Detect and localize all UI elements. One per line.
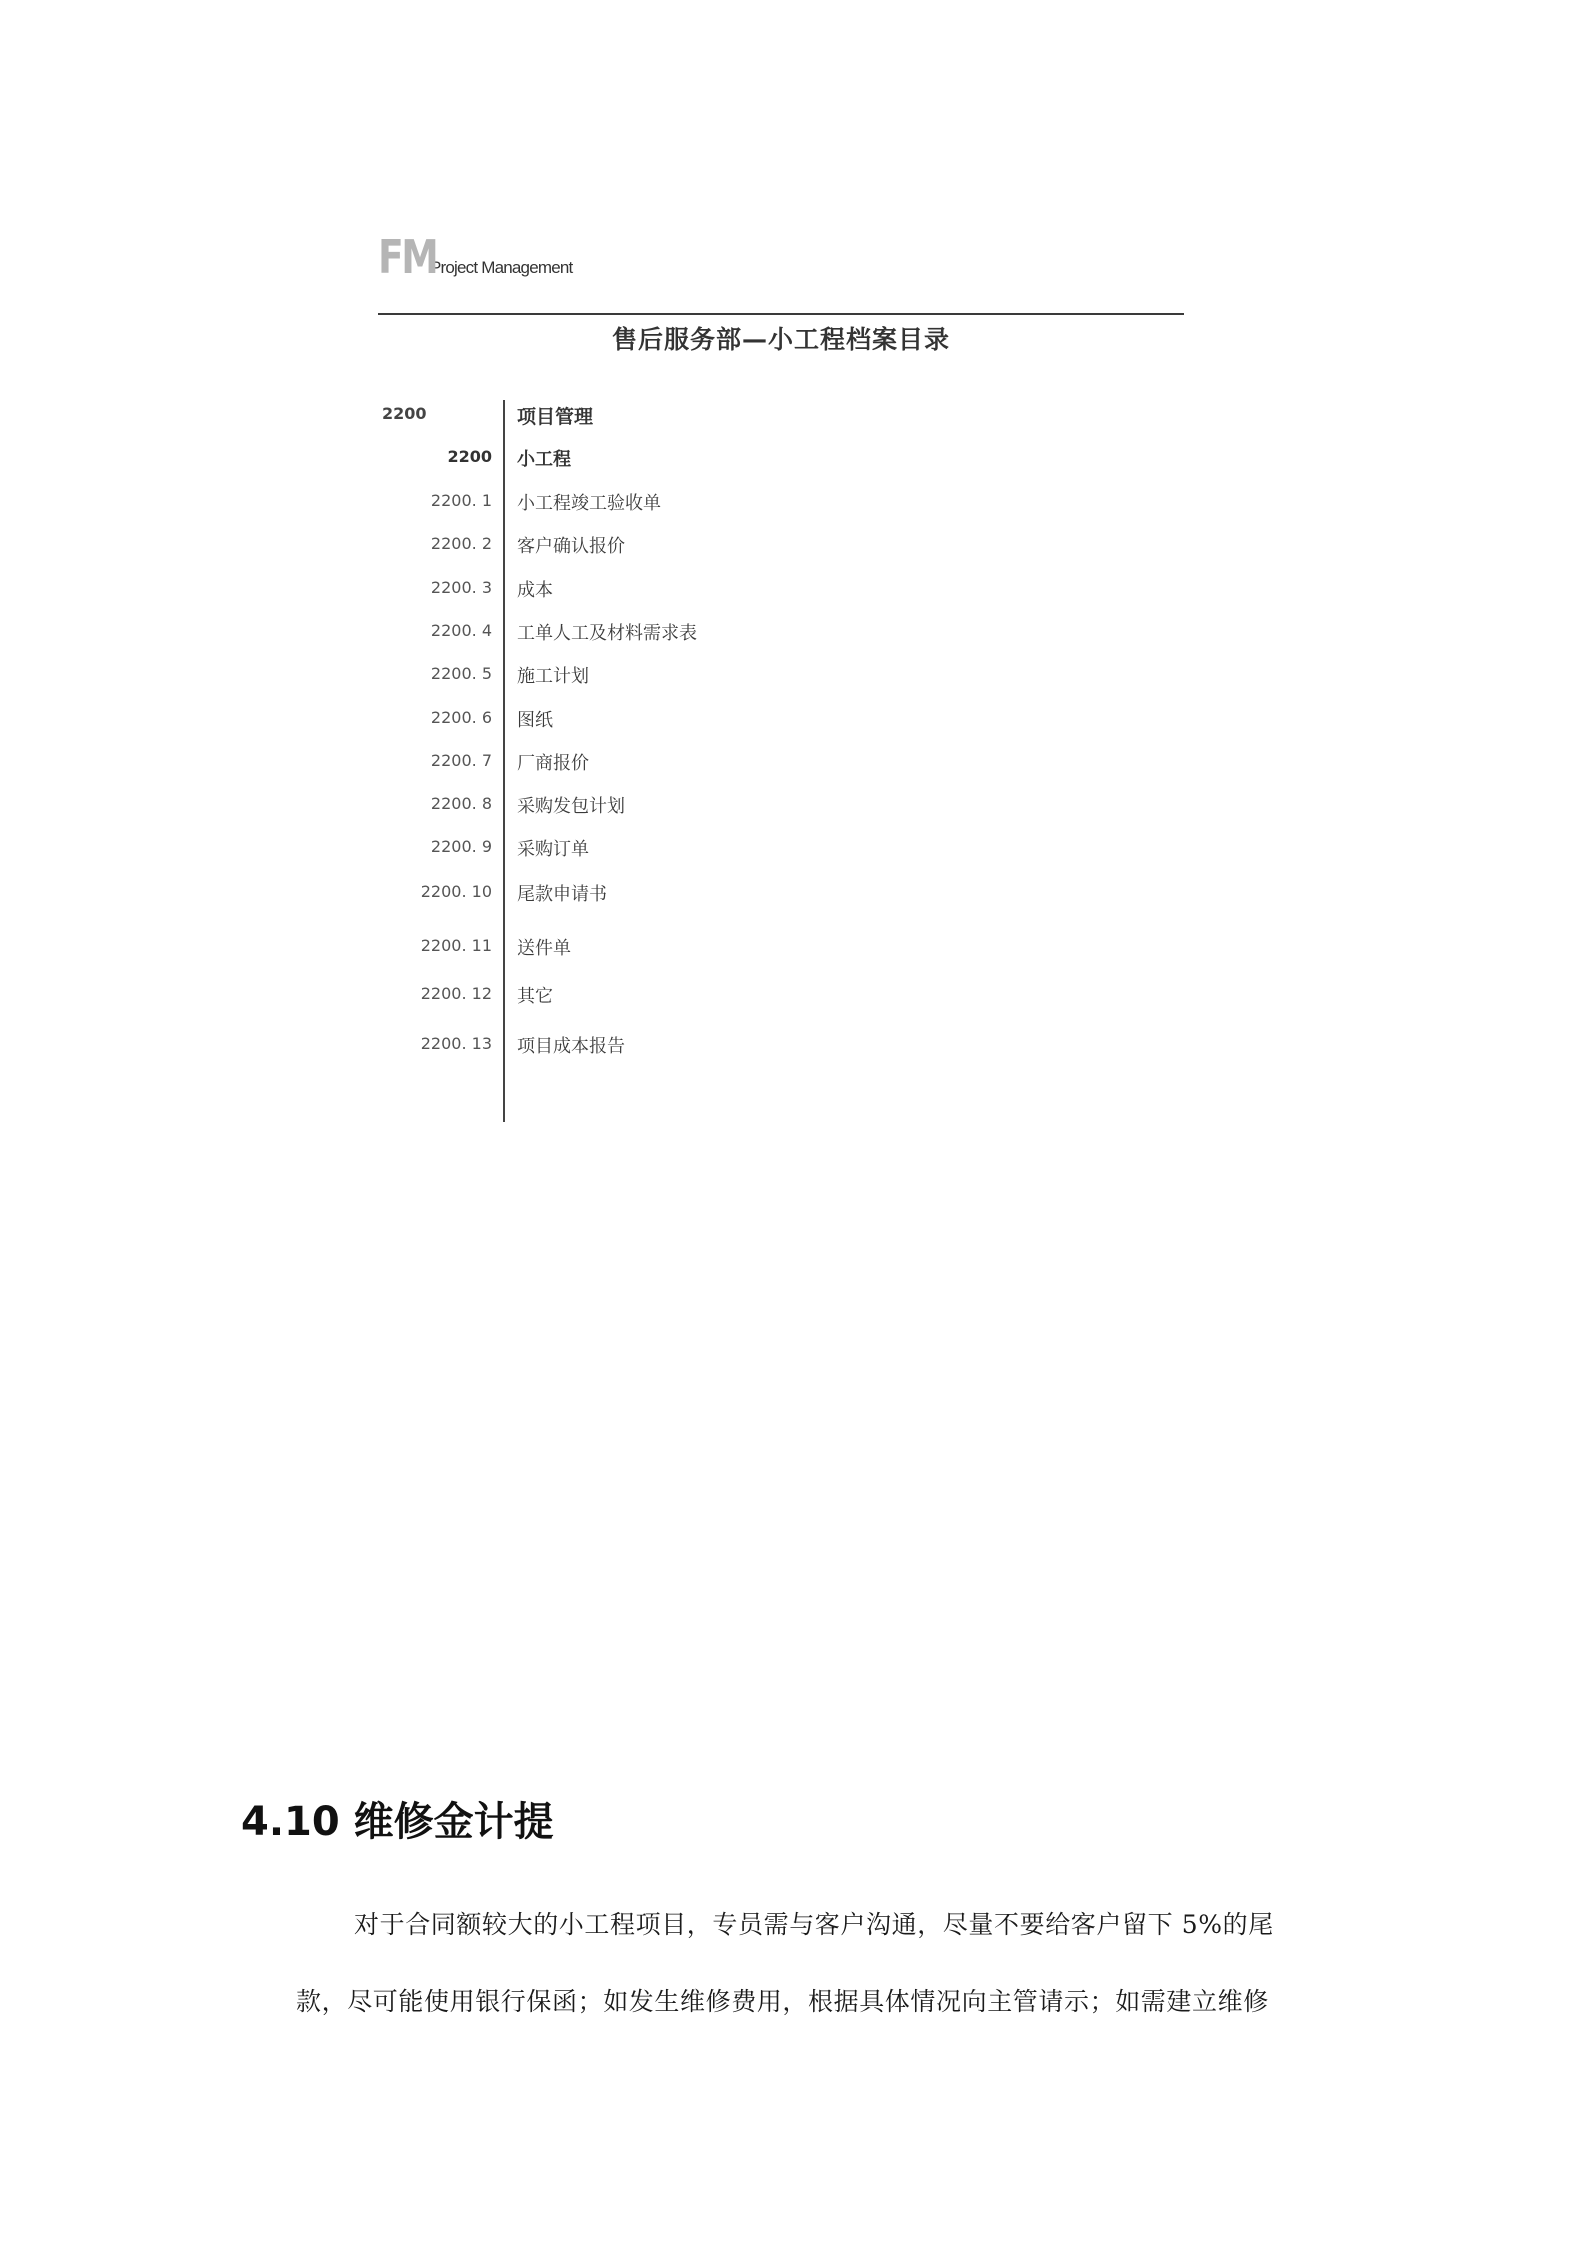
entry-label: 项目成本报告 <box>517 1036 625 1057</box>
entry-label: 小工程 <box>517 449 571 470</box>
entry-code: 2200. 8 <box>430 794 492 813</box>
entry-label: 成本 <box>517 580 553 601</box>
fm-logo-text: Project Management <box>430 258 573 277</box>
header-rule <box>378 313 1184 315</box>
entry-code: 2200. 4 <box>430 621 492 640</box>
catalog-entry <box>378 1032 978 1058</box>
entry-label: 工单人工及材料需求表 <box>517 623 697 644</box>
catalog-entry <box>378 835 978 861</box>
catalog-entry <box>378 792 978 818</box>
entry-code: 2200. 6 <box>430 708 492 727</box>
catalog-entry <box>378 489 978 515</box>
entry-code: 2200. 9 <box>430 837 492 856</box>
category-code: 2200 <box>382 404 427 423</box>
catalog-figure <box>378 228 1184 1098</box>
entry-code: 2200. 11 <box>420 936 492 955</box>
catalog-entry <box>378 706 978 732</box>
catalog-entry <box>378 532 978 558</box>
entry-code: 2200. 7 <box>430 751 492 770</box>
catalog-entry <box>378 749 978 775</box>
catalog-entry <box>378 662 978 688</box>
fm-logo <box>378 228 573 284</box>
entry-code: 2200. 12 <box>420 984 492 1003</box>
entry-label: 施工计划 <box>517 666 589 687</box>
catalog-entry <box>378 576 978 602</box>
category-label: 项目管理 <box>517 406 594 428</box>
entry-code: 2200 <box>447 447 492 466</box>
catalog-entry <box>378 880 978 906</box>
entry-code: 2200. 1 <box>430 491 492 510</box>
catalog-entry <box>378 982 978 1008</box>
entry-label: 小工程竣工验收单 <box>517 493 661 514</box>
entry-code: 2200. 2 <box>430 534 492 553</box>
section-heading: 4.10 维修金计提 <box>241 1799 554 1845</box>
fm-logo-mark: FM <box>378 230 437 284</box>
entry-label: 客户确认报价 <box>517 536 625 557</box>
entry-code: 2200. 13 <box>420 1034 492 1053</box>
entry-label: 采购发包计划 <box>517 796 625 817</box>
catalog-entry <box>378 934 978 960</box>
catalog-title: 售后服务部—小工程档案目录 <box>611 325 950 354</box>
entry-label: 图纸 <box>517 710 553 731</box>
catalog-entry <box>378 445 978 471</box>
catalog-entry <box>378 619 978 645</box>
entry-label: 送件单 <box>517 938 571 959</box>
entry-label: 采购订单 <box>517 839 589 860</box>
entry-code: 2200. 3 <box>430 578 492 597</box>
paragraph-line-1: 对于合同额较大的小工程项目，专员需与客户沟通，尽量不要给客户留下 5%的尾 <box>354 1910 1274 1939</box>
entry-code: 2200. 5 <box>430 664 492 683</box>
entry-label: 尾款申请书 <box>517 884 607 905</box>
entry-label: 其它 <box>517 986 553 1007</box>
paragraph-line-2: 款，尽可能使用银行保函；如发生维修费用，根据具体情况向主管请示；如需建立维修 <box>296 1987 1269 2016</box>
entry-label: 厂商报价 <box>517 753 589 774</box>
entry-code: 2200. 10 <box>420 882 492 901</box>
